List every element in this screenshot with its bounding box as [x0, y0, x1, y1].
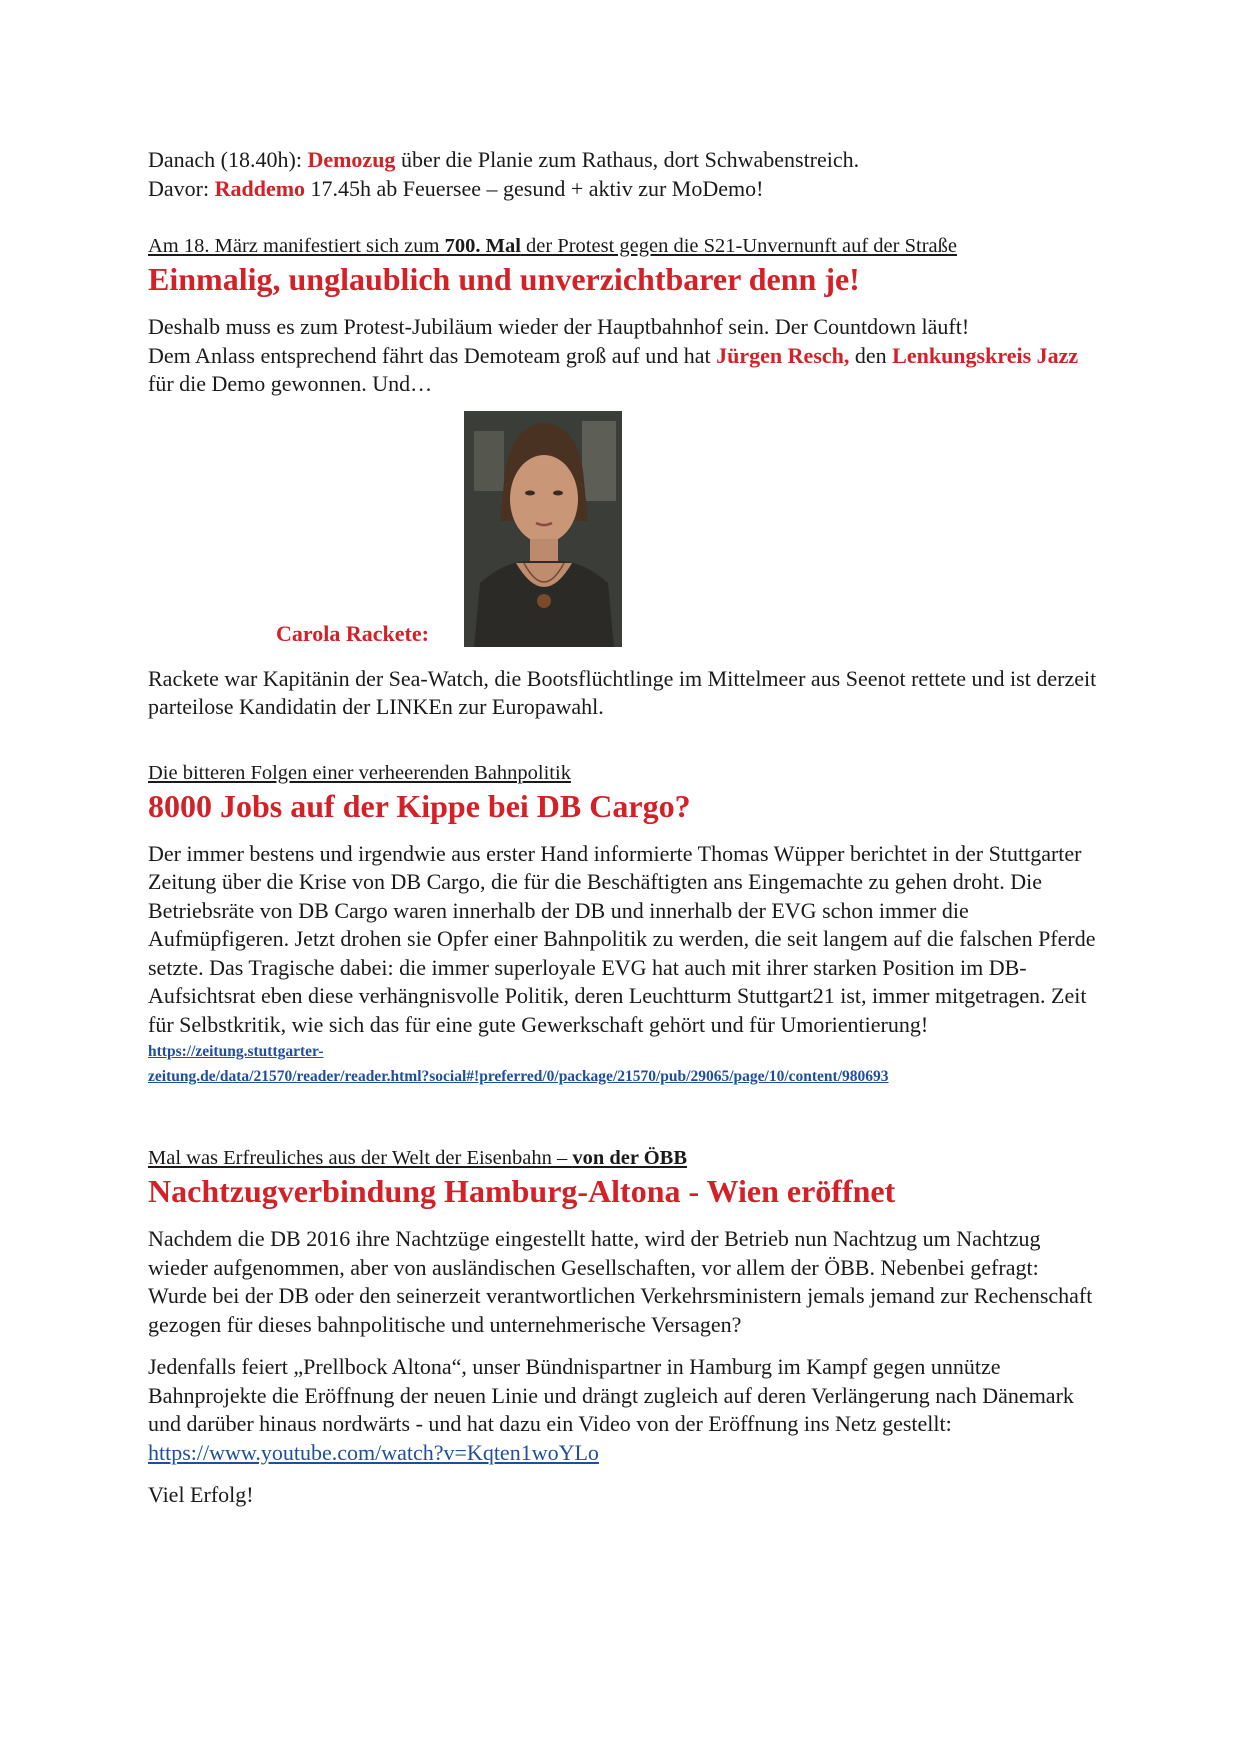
section3-kicker-pre: Mal was Erfreuliches aus der Welt der Eisenbahn – [148, 1147, 573, 1169]
section1-kicker-bold: 700. Mal [444, 235, 521, 257]
section1-p2-mid: den [849, 342, 893, 368]
photo-row [148, 411, 1098, 649]
section2-kicker: Die bitteren Folgen einer verheerenden Bahnpolitik [148, 761, 571, 784]
intro-line-2-pre: Davor: [148, 175, 215, 201]
stuttgarter-zeitung-link-line-1[interactable]: https://zeitung.stuttgarter- [148, 1043, 324, 1060]
section3-headline: Nachtzugverbindung Hamburg-Altona - Wien eröffnet [148, 1173, 896, 1209]
closing-line: Viel Erfolg! [148, 1482, 254, 1507]
section1-paragraph-2 [148, 342, 1098, 399]
raddemo-highlight: Raddemo [214, 175, 306, 201]
section1-p2-post: für die Demo gewonnen. Und… [148, 371, 433, 396]
intro-line-2-post: 17.45h ab Feuersee – gesund + aktiv zur MoDemo! [305, 175, 764, 201]
stuttgarter-zeitung-link-line-2[interactable]: zeitung.de/data/21570/reader/reader.html?social#!preferred/0/package/21570/pub/29065/page/10/content/980693 [148, 1068, 889, 1085]
section1-p2-pre: Dem Anlass entsprechend fährt das Demoteam groß auf und hat [148, 342, 717, 368]
intro-line-1-post: über die Planie zum Rathaus, dort Schwabenstreich. [395, 147, 860, 172]
intro-line-1-pre: Danach (18.40h): [148, 147, 308, 172]
youtube-link[interactable]: https://www.youtube.com/watch?v=Kqten1woYLo [148, 1439, 599, 1465]
portrait-photo-icon [464, 411, 622, 647]
photo-caption: Carola Rackete: [276, 620, 429, 646]
content-column [148, 146, 1098, 1510]
section3-paragraph-1: Nachdem die DB 2016 ihre Nachtzüge eingestellt hatte, wird der Betrieb nun Nachtzug um Nachtzug wieder aufgenommen, aber von ausländischen Gesellschaften, vor allem der ÖBB. Nebenbei gefragt: Wurde bei der DB oder den seinerzeit verantwortlichen Verkehrsministern jemals jemand zur Rechenschaft gezogen für dieses bahnpolitische und unternehmerische Versagen? [148, 1226, 1093, 1337]
section1-bio: Rackete war Kapitänin der Sea-Watch, die Bootsflüchtlinge im Mittelmeer aus Seenot rettete und ist derzeit parteilose Kandidatin der LINKEn zur Europawahl. [148, 665, 1097, 719]
section3-kicker-bold: von der ÖBB [572, 1147, 688, 1169]
section3-kicker [148, 1145, 1098, 1171]
section2-headline: 8000 Jobs auf der Kippe bei DB Cargo? [148, 787, 691, 824]
youtube-link-line [148, 1439, 1098, 1468]
intro-line-1 [148, 146, 1098, 175]
section1-paragraph-1: Deshalb muss es zum Protest-Jubiläum wieder der Hauptbahnhof sein. Der Countdown läuft! [148, 314, 970, 339]
section1-headline: Einmalig, unglaublich und unverzichtbarer denn je! [148, 261, 860, 297]
section2-body: Der immer bestens und irgendwie aus erster Hand informierte Thomas Wüpper berichtet in der Stuttgarter Zeitung über die Krise von DB Cargo, die für die Beschäftigten ans Eingemachte zu gehen droht. Die Betriebsräte von DB Cargo waren innerhalb der DB und innerhalb der EVG schon immer die Aufmüpfigeren. Jetzt drohen sie Opfer einer Bahnpolitik zu werden, die seit langem auf die falschen Pferde setzte. Das Tragische dabei: die immer superloyale EVG hat auch mit ihrer starken Position im DB-Aufsichtsrat eben diese verhängnisvolle Politik, deren Leuchtturm Stuttgart21 ist, immer mitgetragen. Zeit für Selbstkritik, wie sich das für eine gute Gewerkschaft gehört und für Umorientierung! [148, 840, 1096, 1037]
juergen-resch-highlight: Jürgen Resch, [716, 342, 850, 368]
section1-kicker-pre: Am 18. März manifestiert sich zum [148, 235, 445, 257]
intro-line-2 [148, 175, 1098, 204]
section1-kicker [148, 233, 1098, 259]
section1-kicker-post: der Protest gegen die S21-Unvernunft auf der Straße [520, 235, 957, 257]
section3-paragraph-2: Jedenfalls feiert „Prellbock Altona“, unser Bündnispartner in Hamburg im Kampf gegen unnütze Bahnprojekte die Eröffnung der neuen Linie und drängt zugleich auf deren Verlängerung nach Dänemark und darüber hinaus nordwärts - und hat dazu ein Video von der Eröffnung ins Netz gestellt: [148, 1354, 1074, 1436]
lenkungskreis-jazz-highlight: Lenkungskreis Jazz [892, 342, 1079, 368]
portrait-illustration [464, 411, 622, 647]
demozug-highlight: Demozug [307, 147, 396, 172]
